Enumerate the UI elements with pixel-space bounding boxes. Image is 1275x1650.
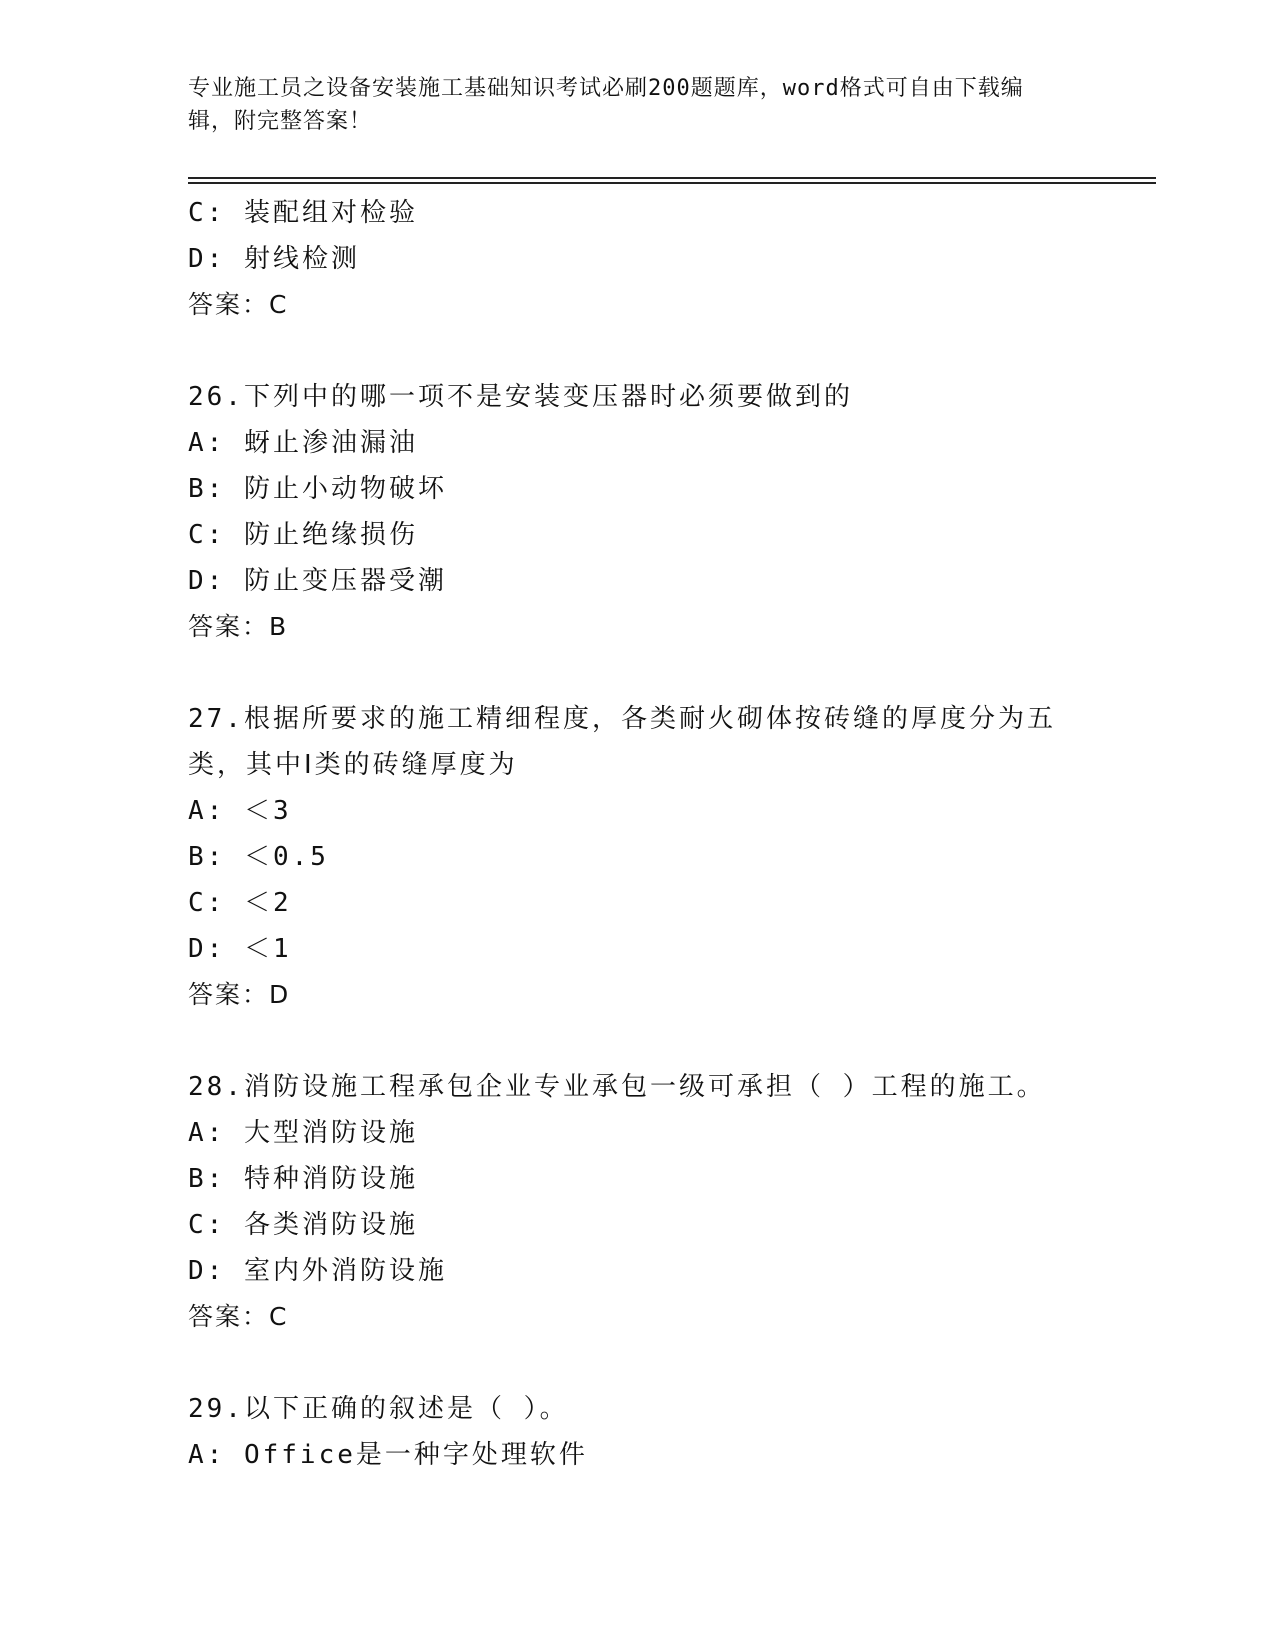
option-d: D: ＜1 [188,934,292,964]
option-a: A: Office是一种字处理软件 [188,1440,588,1470]
option-b: B: 防止小动物破坏 [188,474,447,504]
option-d: D: 防止变压器受潮 [188,566,447,596]
question-continuation [188,190,1088,328]
option-c: C: ＜2 [188,888,292,918]
spacer [188,650,1088,696]
option-a: A: ＜3 [188,796,292,826]
option-d: D: 室内外消防设施 [188,1256,447,1286]
option-d: D: 射线检测 [188,244,360,274]
answer-line: 答案：C [188,1302,289,1331]
answer-line: 答案：B [188,612,289,641]
header-rule-bottom [188,182,1156,184]
question-29 [188,1386,1088,1478]
answer-line: 答案：C [188,290,289,319]
question-28 [188,1064,1088,1340]
answer-line: 答案：D [188,980,291,1009]
spacer [188,328,1088,374]
option-c: C: 各类消防设施 [188,1210,418,1240]
header-rule-top [188,177,1156,179]
spacer [188,1340,1088,1386]
question-text: 28.消防设施工程承包企业专业承包一级可承担（ ）工程的施工。 [188,1072,1046,1102]
option-b: B: ＜0.5 [188,842,329,872]
option-c: C: 防止绝缘损伤 [188,520,418,550]
document-header [188,72,1068,138]
question-text: 26.下列中的哪一项不是安装变压器时必须要做到的 [188,382,853,412]
question-26 [188,374,1088,650]
option-b: B: 特种消防设施 [188,1164,418,1194]
question-text: 27.根据所要求的施工精细程度，各类耐火砌体按砖缝的厚度分为五类，其中Ⅰ类的砖缝厚度为 [188,704,1056,780]
question-list [188,190,1088,1478]
question-27 [188,696,1088,1018]
option-a: A: 大型消防设施 [188,1118,418,1148]
spacer [188,1018,1088,1064]
option-c: C: 装配组对检验 [188,198,418,228]
option-a: A: 蚜止渗油漏油 [188,428,418,458]
document-title: 专业施工员之设备安装施工基础知识考试必刷200题题库，word格式可自由下载编辑，附完整答案！ [188,76,1024,134]
question-text: 29.以下正确的叙述是（ ）。 [188,1394,569,1424]
